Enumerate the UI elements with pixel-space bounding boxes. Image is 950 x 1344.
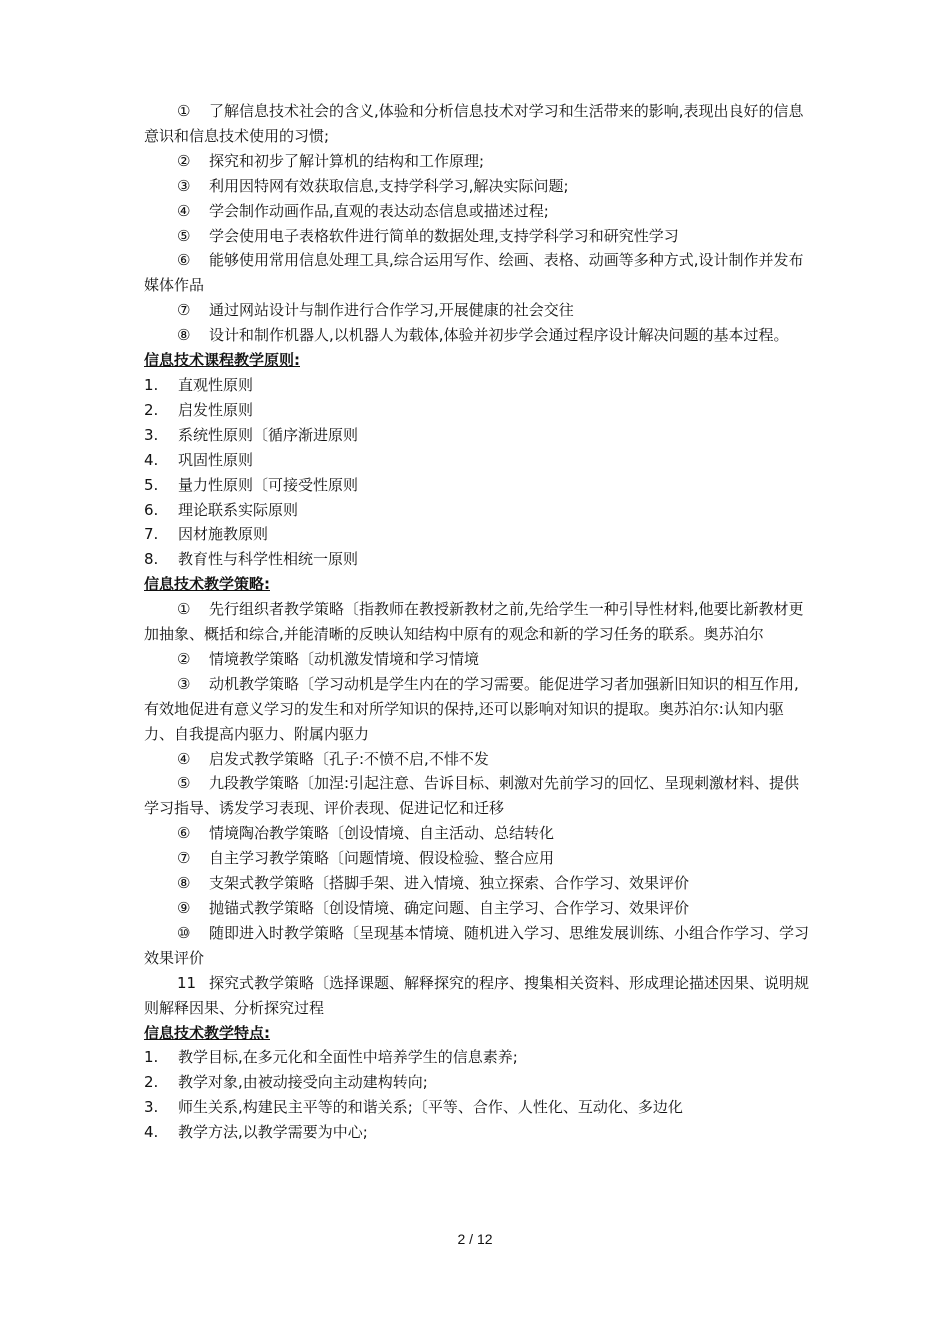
principle-text: 因材施教原则 xyxy=(178,525,269,544)
goal-item xyxy=(144,199,810,224)
goal-text: 学会制作动画作品,直观的表达动态信息或描述过程; xyxy=(209,201,549,220)
strategy-item xyxy=(144,647,810,672)
principle-text: 量力性原则〔可接受性原则 xyxy=(178,475,359,494)
strategies-list xyxy=(144,597,810,1020)
goal-item xyxy=(144,224,810,249)
principle-text: 理论联系实际原则 xyxy=(178,500,299,519)
feature-text: 教学对象,由被动接受向主动建构转向; xyxy=(178,1073,428,1092)
goal-text: 能够使用常用信息处理工具,综合运用写作、绘画、表格、动画等多种方式,设计制作并发布媒体作品 xyxy=(144,251,804,295)
principle-text: 启发性原则 xyxy=(178,400,254,419)
principle-item xyxy=(144,448,810,473)
principle-item xyxy=(144,473,810,498)
strategy-item xyxy=(144,771,810,821)
strategy-mark: ⑦ xyxy=(177,849,191,868)
goal-item xyxy=(144,298,810,323)
goals-list xyxy=(144,99,810,348)
strategy-mark: ⑤ xyxy=(177,774,191,793)
strategy-text: 随即进入时教学策略〔呈现基本情境、随机进入学习、思维发展训练、小组合作学习、学习效果评价 xyxy=(144,923,810,967)
strategy-text: 自主学习教学策略〔问题情境、假设检验、整合应用 xyxy=(209,849,555,868)
page-number: 2 / 12 xyxy=(457,1231,493,1247)
goal-mark: ⑧ xyxy=(177,326,191,345)
principle-item xyxy=(144,373,810,398)
strategy-text: 抛锚式教学策略〔创设情境、确定问题、自主学习、合作学习、效果评价 xyxy=(209,899,690,917)
goal-mark: ④ xyxy=(177,201,191,220)
principle-num: 6. xyxy=(144,500,159,519)
strategy-text: 动机教学策略〔学习动机是学生内在的学习需要。能促进学习者加强新旧知识的相互作用,有效地促进有意义学习的发生和对所学知识的保持,还可以影响对知识的提取。奥苏泊尔:认知内驱力、自我提高内驱力、附属内驱力 xyxy=(144,674,799,743)
goal-item xyxy=(144,99,810,149)
principle-num: 3. xyxy=(144,425,159,444)
strategy-text: 情境教学策略〔动机激发情境和学习情境 xyxy=(209,649,480,668)
principle-num: 7. xyxy=(144,525,159,544)
strategy-text: 情境陶冶教学策略〔创设情境、自主活动、总结转化 xyxy=(209,824,555,843)
goal-text: 了解信息技术社会的含义,体验和分析信息技术对学习和生活带来的影响,表现出良好的信息意识和信息技术使用的习惯; xyxy=(144,102,804,145)
strategy-item xyxy=(144,597,810,647)
feature-num: 2. xyxy=(144,1073,159,1092)
goal-mark: ① xyxy=(177,102,191,120)
goal-item xyxy=(144,149,810,174)
principle-text: 系统性原则〔循序渐进原则 xyxy=(178,425,359,444)
principle-num: 4. xyxy=(144,450,159,469)
strategy-item xyxy=(144,921,810,971)
strategy-mark: ③ xyxy=(177,674,191,693)
strategy-text: 先行组织者教学策略〔指教师在教授新教材之前,先给学生一种引导性材料,他要比新教材更加抽象、概括和综合,并能清晰的反映认知结构中原有的观念和新的学习任务的联系。奥苏泊尔 xyxy=(144,600,804,644)
strategy-mark: ⑧ xyxy=(177,874,191,893)
goal-text: 设计和制作机器人,以机器人为载体,体验并初步学会通过程序设计解决问题的基本过程。 xyxy=(209,326,789,345)
principle-text: 直观性原则 xyxy=(178,375,254,394)
strategy-mark: ⑩ xyxy=(177,923,191,942)
principle-item xyxy=(144,522,810,547)
strategy-mark: ⑥ xyxy=(177,824,191,843)
strategy-item xyxy=(144,672,810,747)
principle-num: 2. xyxy=(144,400,159,419)
principle-item xyxy=(144,498,810,523)
goal-text: 利用因特网有效获取信息,支持学科学习,解决实际问题; xyxy=(209,176,569,195)
strategy-item xyxy=(144,821,810,846)
feature-text: 师生关系,构建民主平等的和谐关系;〔平等、合作、人性化、互动化、多边化 xyxy=(178,1098,683,1117)
document-page xyxy=(144,99,810,1145)
goal-item xyxy=(144,174,810,199)
principle-num: 8. xyxy=(144,550,159,569)
feature-num: 4. xyxy=(144,1123,159,1142)
principle-num: 1. xyxy=(144,375,159,394)
goal-mark: ③ xyxy=(177,176,191,195)
goal-mark: ⑦ xyxy=(177,301,191,320)
feature-text: 教学目标,在多元化和全面性中培养学生的信息素养; xyxy=(178,1048,518,1067)
strategy-mark: ④ xyxy=(177,749,191,768)
goal-item xyxy=(144,248,810,298)
strategy-text: 支架式教学策略〔搭脚手架、进入情境、独立探索、合作学习、效果评价 xyxy=(209,874,690,893)
strategy-mark: ① xyxy=(177,600,191,619)
principle-item xyxy=(144,398,810,423)
strategy-text: 启发式教学策略〔孔子:不愤不启,不悱不发 xyxy=(209,749,489,768)
strategy-mark: ⑨ xyxy=(177,899,191,917)
strategy-mark: ② xyxy=(177,649,191,668)
strategies-heading: 信息技术教学策略: xyxy=(144,575,270,594)
strategy-item xyxy=(144,846,810,871)
principles-list xyxy=(144,373,810,572)
principle-item xyxy=(144,423,810,448)
goal-mark: ② xyxy=(177,151,191,170)
feature-num: 1. xyxy=(144,1048,159,1067)
goal-mark: ⑤ xyxy=(177,226,191,245)
feature-item xyxy=(144,1095,810,1120)
goal-text: 学会使用电子表格软件进行简单的数据处理,支持学科学习和研究性学习 xyxy=(209,226,679,245)
strategy-item xyxy=(144,747,810,772)
strategy-item xyxy=(144,971,810,1021)
features-heading: 信息技术教学特点: xyxy=(144,1023,270,1042)
goal-text: 通过网站设计与制作进行合作学习,开展健康的社会交往 xyxy=(209,301,574,320)
strategy-text: 九段教学策略〔加涅:引起注意、告诉目标、刺激对先前学习的回忆、呈现刺激材料、提供学习指导、诱发学习表现、评价表现、促进记忆和迁移 xyxy=(144,774,800,818)
feature-num: 3. xyxy=(144,1098,159,1117)
principle-num: 5. xyxy=(144,475,159,494)
goal-item xyxy=(144,323,810,348)
principles-heading: 信息技术课程教学原则: xyxy=(144,351,300,370)
feature-item xyxy=(144,1120,810,1145)
features-list xyxy=(144,1045,810,1145)
goal-mark: ⑥ xyxy=(177,251,191,270)
principle-text: 教育性与科学性相统一原则 xyxy=(178,550,359,569)
goal-text: 探究和初步了解计算机的结构和工作原理; xyxy=(209,151,485,170)
feature-item xyxy=(144,1070,810,1095)
strategy-item xyxy=(144,871,810,896)
strategy-text: 探究式教学策略〔选择课题、解释探究的程序、搜集相关资料、形成理论描述因果、说明规则解释因果、分析探究过程 xyxy=(144,973,810,1017)
principle-text: 巩固性原则 xyxy=(178,450,254,469)
strategy-item xyxy=(144,896,810,921)
feature-text: 教学方法,以教学需要为中心; xyxy=(178,1123,368,1142)
principle-item xyxy=(144,547,810,572)
feature-item xyxy=(144,1045,810,1070)
strategy-mark: 11 xyxy=(177,973,197,992)
